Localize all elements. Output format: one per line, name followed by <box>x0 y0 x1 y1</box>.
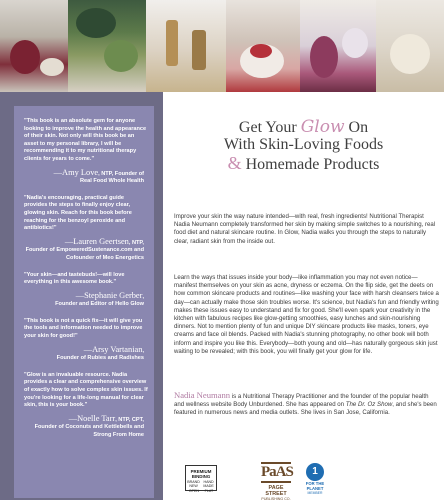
quote-credential: , NTP, Founder of <box>98 170 144 177</box>
headline-text: On <box>344 119 369 136</box>
quotes-panel <box>0 92 163 500</box>
author-bio <box>174 391 440 418</box>
headline-glow-script: Glow <box>300 117 345 137</box>
headline-line-2: With Skin-Loving Foods <box>223 136 384 153</box>
premium-binding-badge <box>185 465 217 491</box>
quote-credential: , NTP, CPT, <box>115 416 144 423</box>
headline-line-3 <box>163 154 444 174</box>
quote-author: —Stephanie Gerber <box>75 290 143 300</box>
ampersand-glyph: & <box>227 153 242 173</box>
quote-text: "Nadia's encouraging, practical guide provides the steps to finally enjoy clear, glowing skin. Reach for this book before reaching for the benzoyl peroxide and antibiotics!" <box>24 194 132 232</box>
photo-herbs <box>68 0 146 92</box>
quote-text: "Your skin—and tastebuds!—will love everything in this awesome book." <box>24 271 125 286</box>
quote-organization: Founder of Coconuts and Kettlebells and Strong From Home <box>34 424 144 438</box>
headline-text: Get Your <box>238 119 301 136</box>
quote-credential: , NTP, <box>128 239 144 246</box>
quote-attribution <box>24 415 148 440</box>
quote-author: —Noelle Tarr <box>68 413 116 423</box>
binding-label: BRAND NEW <box>187 480 200 488</box>
binding-label: OPEN <box>188 489 199 493</box>
bio-text: is a Nutritional Therapy Practitioner and the founder of the popular health and wellness website Body Unburdened. She has appeared on <box>174 393 429 409</box>
photo-oil-bottles <box>146 0 226 92</box>
quote-credential: , <box>142 347 144 354</box>
photo-jam-jar <box>0 0 68 92</box>
planet-circle-icon: 1 <box>306 463 324 481</box>
description-paragraph-1: Improve your skin the way nature intended—with real, fresh ingredients! Nutritional Therapist Nadia Neumann completely transformed her skin by making simple switches to a nourishing, real food diet and natural skincare routine. In Glow, Nadia walks you through the steps to naturally clear, radiant skin from the inside out. <box>174 213 436 245</box>
quote-text: "This book is an absolute gem for anyone looking to improve the health and appearance of their skin. Not only will this book be an asset to my personal library, I will be recommending it to my nutritional therapy clients for years to come." <box>24 118 147 162</box>
quote-attribution <box>24 238 148 263</box>
bio-text: , and she's been featured in numerous news and media outlets. She lives in San Jose, California. <box>174 401 437 417</box>
quote-organization: Founder and Editor of Hello Glow <box>55 301 144 308</box>
tv-show-title: The Dr. Oz Show <box>345 401 393 409</box>
quote-text: "Glow is an invaluable resource. Nadia provides a clear and comprehensive overview of exactly how to solve complex skin issues. If you're looking for a life-long manual for clear skin, this is your book." <box>24 371 148 409</box>
cover-photo-strip <box>0 0 444 92</box>
photo-berry-parfait <box>300 0 376 92</box>
description-paragraph-2: Learn the ways that issues inside your body—like inflammation you may not even notice—manifest themselves on your skin as acne, dryness or eczema. On the flip side, get the deets on how common skincare products and routines—like washing your face with harsh cleansers twice a day—can actually make those skin troubles worse. It's science, but Nadia's fun and friendly writing makes these issues easy to understand and fix for good. She'll even spark your creativity in the kitchen with fabulous recipes like glow-getting smoothies, easy lunches and skin-nourishing dinners. Not to mention plenty of fun and unique DIY skincare products like masks, toners, eye creams and face oil blends. Packed with Nadia's stunning photography, no other book will both inform and inspire you like this. Everybody—both young and old—has naturally gorgeous skin just waiting to be revealed; with this book, you will finally get your glow for life. <box>174 274 439 355</box>
binding-label: HAND MADE <box>203 480 214 488</box>
quote-credential: , <box>142 293 144 300</box>
photo-berries-bowl <box>226 0 300 92</box>
quote-author: —Arsy Vartanian <box>83 344 143 354</box>
planet-text: FOR THE PLANET <box>305 481 325 491</box>
quote-author: —Lauren Geertsen <box>64 236 129 246</box>
photo-powder-jar <box>376 0 444 92</box>
quotes-box <box>14 106 154 498</box>
back-cover-content <box>163 92 444 500</box>
quote-attribution <box>24 346 148 363</box>
binding-label: FLAT <box>204 489 214 493</box>
page-street-mark: PaAS <box>261 462 291 483</box>
planet-member: MEMBER <box>307 491 323 496</box>
page-street-name: PAGE STREET <box>265 485 287 497</box>
one-percent-planet-logo <box>300 462 330 500</box>
page-street-sub: PUBLISHING CO. <box>261 497 291 500</box>
author-name: Nadia Neumann <box>174 390 231 400</box>
quote-organization: Real Food Whole Health <box>79 178 144 185</box>
quote-attribution <box>24 169 148 186</box>
quote-organization: Founder of Rubies and Radishes <box>56 355 144 362</box>
page-street-logo <box>261 462 291 500</box>
quote-organization: Founder of EmpoweredSustenance.com and Cofounder of Meo Energetics <box>25 247 144 261</box>
quote-text: "This book is not a quick fix—it will give you the tools and information needed to improve your skin for good!" <box>24 317 143 340</box>
quote-author: —Amy Love <box>53 167 99 177</box>
headline-text: Homemade Products <box>241 156 380 173</box>
publisher-logos <box>163 462 444 500</box>
binding-title: PREMIUM BINDING <box>190 469 212 479</box>
headline-line-1 <box>163 118 444 137</box>
quote-attribution <box>24 292 148 309</box>
